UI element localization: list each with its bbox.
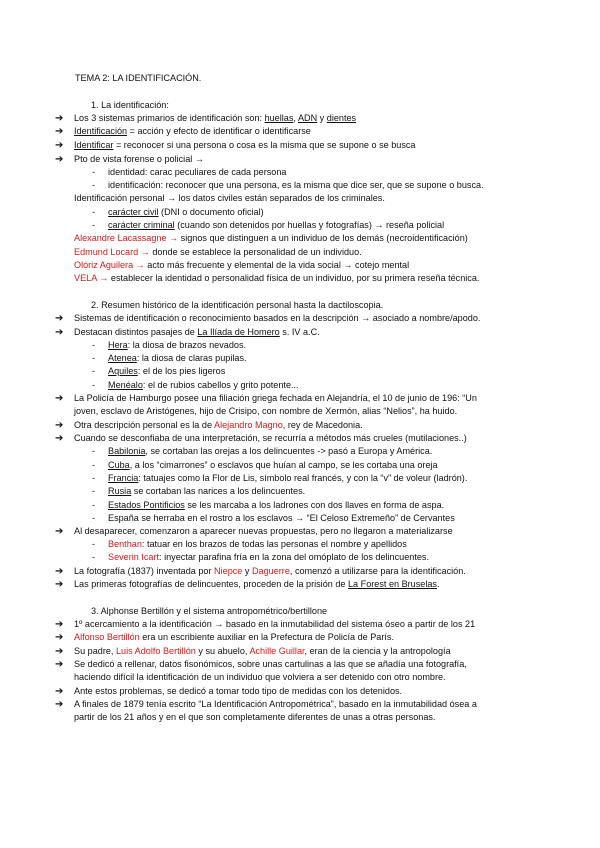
section-3-heading: 3. Alphonse Bertillón y el sistema antropométrico/bertillone (91, 606, 328, 616)
arrow-icon: ➔ (55, 619, 64, 630)
document-page: TEMA 2: LA IDENTIFICACIÓN. 1. La identificación: ➔ Los 3 sistemas primarios de identificación son: huellas, ADN y dientes ➔ Identificación = acción y efecto de identificar o identificarse ➔ Identificar = reconocer si una persona o cosa es la misma que se supone o se busca ➔ Pto de vista forense o policial → - identidad: carac peculiares de cada persona - identificación: reconocer que una persona, es la misma que dice ser, que se supone o busca. Identificación personal → los datos civiles están separados de los criminales. - carácter civil (DNI o documento oficial) - carácter criminal (cuando son detenidos por huellas y fotografías) → reseña policial Alexandre Lacassagne → signos que distinguen a un individuo de los demás (necroidentificación) Edmund Locard → donde se establece la personalidad de un individuo. Olóriz Aguilera → acto más frecuente y elemental de la vida social → cotejo mental VELA → establecer la identidad o personalidad física de un individuo, por su primera reseña técnica. 2. Resumen histórico de la identificación personal hasta la dactiloscopia. ➔ Sistemas de identificación o reconocimiento basados en la descripción → asociado a nombre/apodo. ➔ Destacan distintos pasajes de La Ilíada de Homero s. IV a.C. - Hera: la diosa de brazos nevados. - Atenea: la diosa de claras pupilas. - Aquiles: el de los pies ligeros - Menéalo: el de rubios cabellos y grito potente... ➔ La Policía de Hamburgo posee una filiación griega fechada en Alejandría, el 10 de junio de 196: “Un joven, esclavo de Aristógenes, hijo de Crisipo, con nombre de Xermón, alias “Nelios”, ha huido. ➔ Otra descripción personal es la de Alejandro Magno, rey de Macedonia. ➔ Cuando se desconfiaba de una interpretación, se recurría a métodos más crueles (mutilaciones..) - Babilonia, se cortaban las orejas a los delincuentes -> pasó a Europa y América. - Cuba, a los “cimarrones” o esclavos que huían al campo, se les cortaba una oreja - Francia: tatuajes como la Flor de Lis, símbolo real francés, y con la “v” de voleur (ladrón). - Rusia se cortaban las narices a los delincuentes. - Estados Pontificios se les marcaba a los ladrones con dos llaves en forma de aspa. - España se herraba en el rostro a los esclavos → “El Celoso Extremeño” de Cervantes ➔ Al desaparecer, comenzaron a aparecer nuevas propuestas, pero no llegaron a materializarse - Benthan: tatuar en los brazos de todas las personas el nombre y apellidos - Severin Icart: inyectar parafina fría en la zona del omóplato de los delincuentes. ➔ La fotografía (1837) inventada por Niepce y Daguerre, comenzó a utilizarse para la identificación. ➔ Las primeras fotografías de delincuentes, proceden de la prisión de La Forest en Bruselas. 3. Alphonse Bertillón y el sistema antropométrico/bertillone ➔ 1º acercamiento a la identificación → basado en la inmutabilidad del sistema óseo a partir de los 21 ➔ Alfonso Bertillón era un escribiente auxiliar en la Prefectura de Policía de París. ➔ Su padre, Luis Adolfo Bertillón y su abuelo, Achille Guillar, eran de la ciencia y la antropología ➔ Se dedicó a rellenar, datos fisonómicos, sobre unas cartulinas a las que se añadía una fotografía, haciendo difícil la identificación de un individuo que volviera a ser detenido con otro nombre. ➔ Ante estos problemas, se dedicó a tomar todo tipo de medidas con los detenidos. ➔ A finales de 1879 tenía escrito “La Identificación Antropométrica”, basado en la inmutabilidad ósea a partir de los 21 años y en el que son completamente diferentes de unas a otras personas. (55, 73, 484, 722)
arrow-icon: ➔ (55, 566, 64, 577)
arrow-icon: ➔ (55, 433, 64, 444)
arrow-icon: ➔ (55, 699, 64, 710)
arrow-icon: ➔ (55, 313, 64, 324)
arrow-icon: ➔ (55, 113, 64, 124)
arrow-icon: ➔ (55, 420, 64, 431)
arrow-icon: ➔ (55, 646, 64, 657)
document-title: TEMA 2: LA IDENTIFICACIÓN. (75, 73, 202, 83)
arrow-icon: ➔ (55, 659, 64, 670)
section-1-heading: 1. La identificación: (91, 100, 169, 110)
arrow-icon: ➔ (55, 686, 64, 697)
arrow-icon: ➔ (55, 154, 64, 165)
arrow-icon: ➔ (55, 126, 64, 137)
arrow-icon: ➔ (55, 393, 64, 404)
arrow-icon: ➔ (55, 327, 64, 338)
arrow-icon: ➔ (55, 140, 64, 151)
arrow-icon: ➔ (55, 579, 64, 590)
section-2-heading: 2. Resumen histórico de la identificación personal hasta la dactiloscopia. (91, 300, 384, 310)
arrow-icon: ➔ (55, 526, 64, 537)
arrow-icon: ➔ (55, 632, 64, 643)
